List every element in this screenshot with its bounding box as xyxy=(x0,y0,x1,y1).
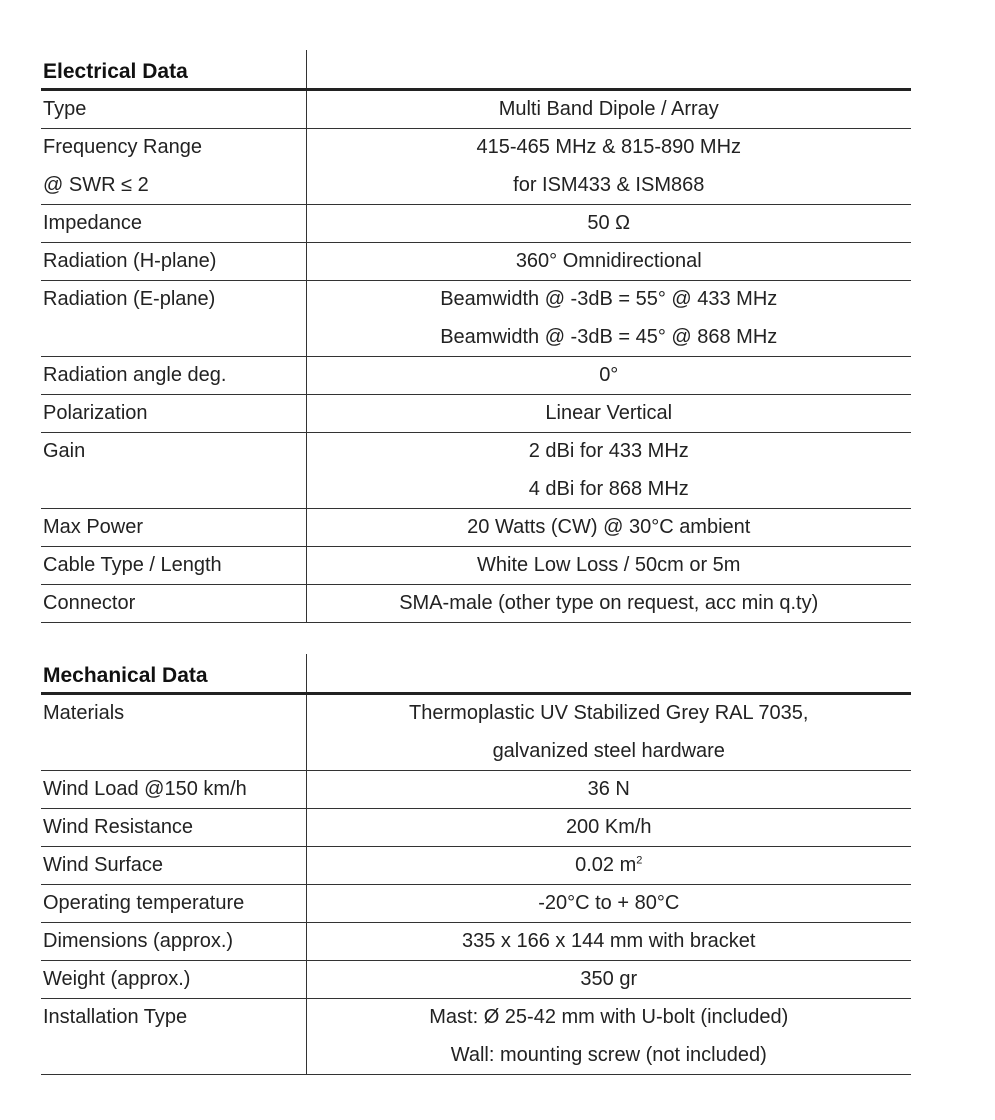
spec-label: Operating temperature xyxy=(41,885,306,923)
spec-label xyxy=(41,1036,306,1075)
table-row xyxy=(41,732,911,771)
table-row xyxy=(41,547,911,585)
section-heading: Electrical Data xyxy=(41,50,306,90)
table-header-row xyxy=(41,50,911,90)
spec-label: Radiation angle deg. xyxy=(41,357,306,395)
spec-value: 0° xyxy=(599,364,619,386)
spec-value: 4 dBi for 868 MHz xyxy=(528,477,689,500)
spec-label: Cable Type / Length xyxy=(41,547,306,585)
spec-label: Type xyxy=(41,90,306,129)
table-row xyxy=(41,395,911,433)
table-row xyxy=(41,509,911,547)
spec-label: Materials xyxy=(41,694,306,733)
electrical-data-table xyxy=(41,50,911,623)
spec-value: for ISM433 & ISM868 xyxy=(513,173,705,196)
spec-value: 36 N xyxy=(587,778,630,800)
spec-value xyxy=(306,847,911,885)
table-row xyxy=(41,433,911,471)
spec-value: 20 Watts (CW) @ 30°C ambient xyxy=(467,516,751,538)
table-row xyxy=(41,847,911,885)
table-row xyxy=(41,771,911,809)
spec-value: -20°C to + 80°C xyxy=(538,892,680,914)
table-row xyxy=(41,357,911,395)
spec-label: Wind Surface xyxy=(41,847,306,885)
spec-label: Radiation (E-plane) xyxy=(41,281,306,319)
spec-label: Wind Resistance xyxy=(41,809,306,847)
spec-value: 350 gr xyxy=(580,968,638,990)
spec-value: 200 Km/h xyxy=(565,816,652,838)
table-row xyxy=(41,694,911,733)
spec-label: Connector xyxy=(41,585,306,623)
spec-value: SMA-male (other type on request, acc min q.ty) xyxy=(399,592,819,614)
superscript-exponent: 2 xyxy=(636,854,643,867)
spec-value: 335 x 166 x 144 mm with bracket xyxy=(462,930,756,952)
spec-value: 415-465 MHz & 815-890 MHz xyxy=(476,136,742,158)
spec-label: Installation Type xyxy=(41,999,306,1037)
spec-label: Polarization xyxy=(41,395,306,433)
table-row xyxy=(41,318,911,357)
spec-label xyxy=(41,470,306,509)
spec-value: Beamwidth @ -3dB = 55° @ 433 MHz xyxy=(440,288,778,310)
spec-label xyxy=(41,732,306,771)
spec-value: Beamwidth @ -3dB = 45° @ 868 MHz xyxy=(440,325,778,348)
table-row xyxy=(41,205,911,243)
spec-label: Weight (approx.) xyxy=(41,961,306,999)
table-row xyxy=(41,885,911,923)
spec-value: Thermoplastic UV Stabilized Grey RAL 7035, xyxy=(409,702,809,724)
table-row xyxy=(41,90,911,129)
table-row xyxy=(41,809,911,847)
table-row xyxy=(41,961,911,999)
spec-value: Wall: mounting screw (not included) xyxy=(450,1043,767,1066)
spec-label: Gain xyxy=(41,433,306,471)
table-row xyxy=(41,999,911,1037)
table-row xyxy=(41,243,911,281)
table-header-row xyxy=(41,654,911,694)
spec-label: Impedance xyxy=(41,205,306,243)
spec-value: 50 Ω xyxy=(587,212,631,234)
spec-label: @ SWR ≤ 2 xyxy=(41,166,306,205)
spec-label: Max Power xyxy=(41,509,306,547)
wind-surface-value: 0.02 m xyxy=(575,854,637,876)
spec-label: Dimensions (approx.) xyxy=(41,923,306,961)
table-row xyxy=(41,1036,911,1075)
spec-value: Linear Vertical xyxy=(545,402,673,424)
table-row xyxy=(41,281,911,319)
spec-label: Wind Load @150 km/h xyxy=(41,771,306,809)
spec-value: Mast: Ø 25-42 mm with U-bolt (included) xyxy=(429,1006,789,1028)
mechanical-data-table xyxy=(41,654,911,1075)
spec-label: Radiation (H-plane) xyxy=(41,243,306,281)
section-heading: Mechanical Data xyxy=(41,654,306,694)
spec-label: Frequency Range xyxy=(41,129,306,167)
table-row xyxy=(41,129,911,167)
table-row xyxy=(41,923,911,961)
table-row xyxy=(41,470,911,509)
spec-value: 2 dBi for 433 MHz xyxy=(528,440,689,462)
spec-label xyxy=(41,318,306,357)
table-row xyxy=(41,166,911,205)
table-row xyxy=(41,585,911,623)
spec-value: galvanized steel hardware xyxy=(492,739,725,762)
spec-value: White Low Loss / 50cm or 5m xyxy=(477,554,741,576)
spec-value: 360° Omnidirectional xyxy=(515,250,702,272)
spec-value: Multi Band Dipole / Array xyxy=(498,98,719,120)
